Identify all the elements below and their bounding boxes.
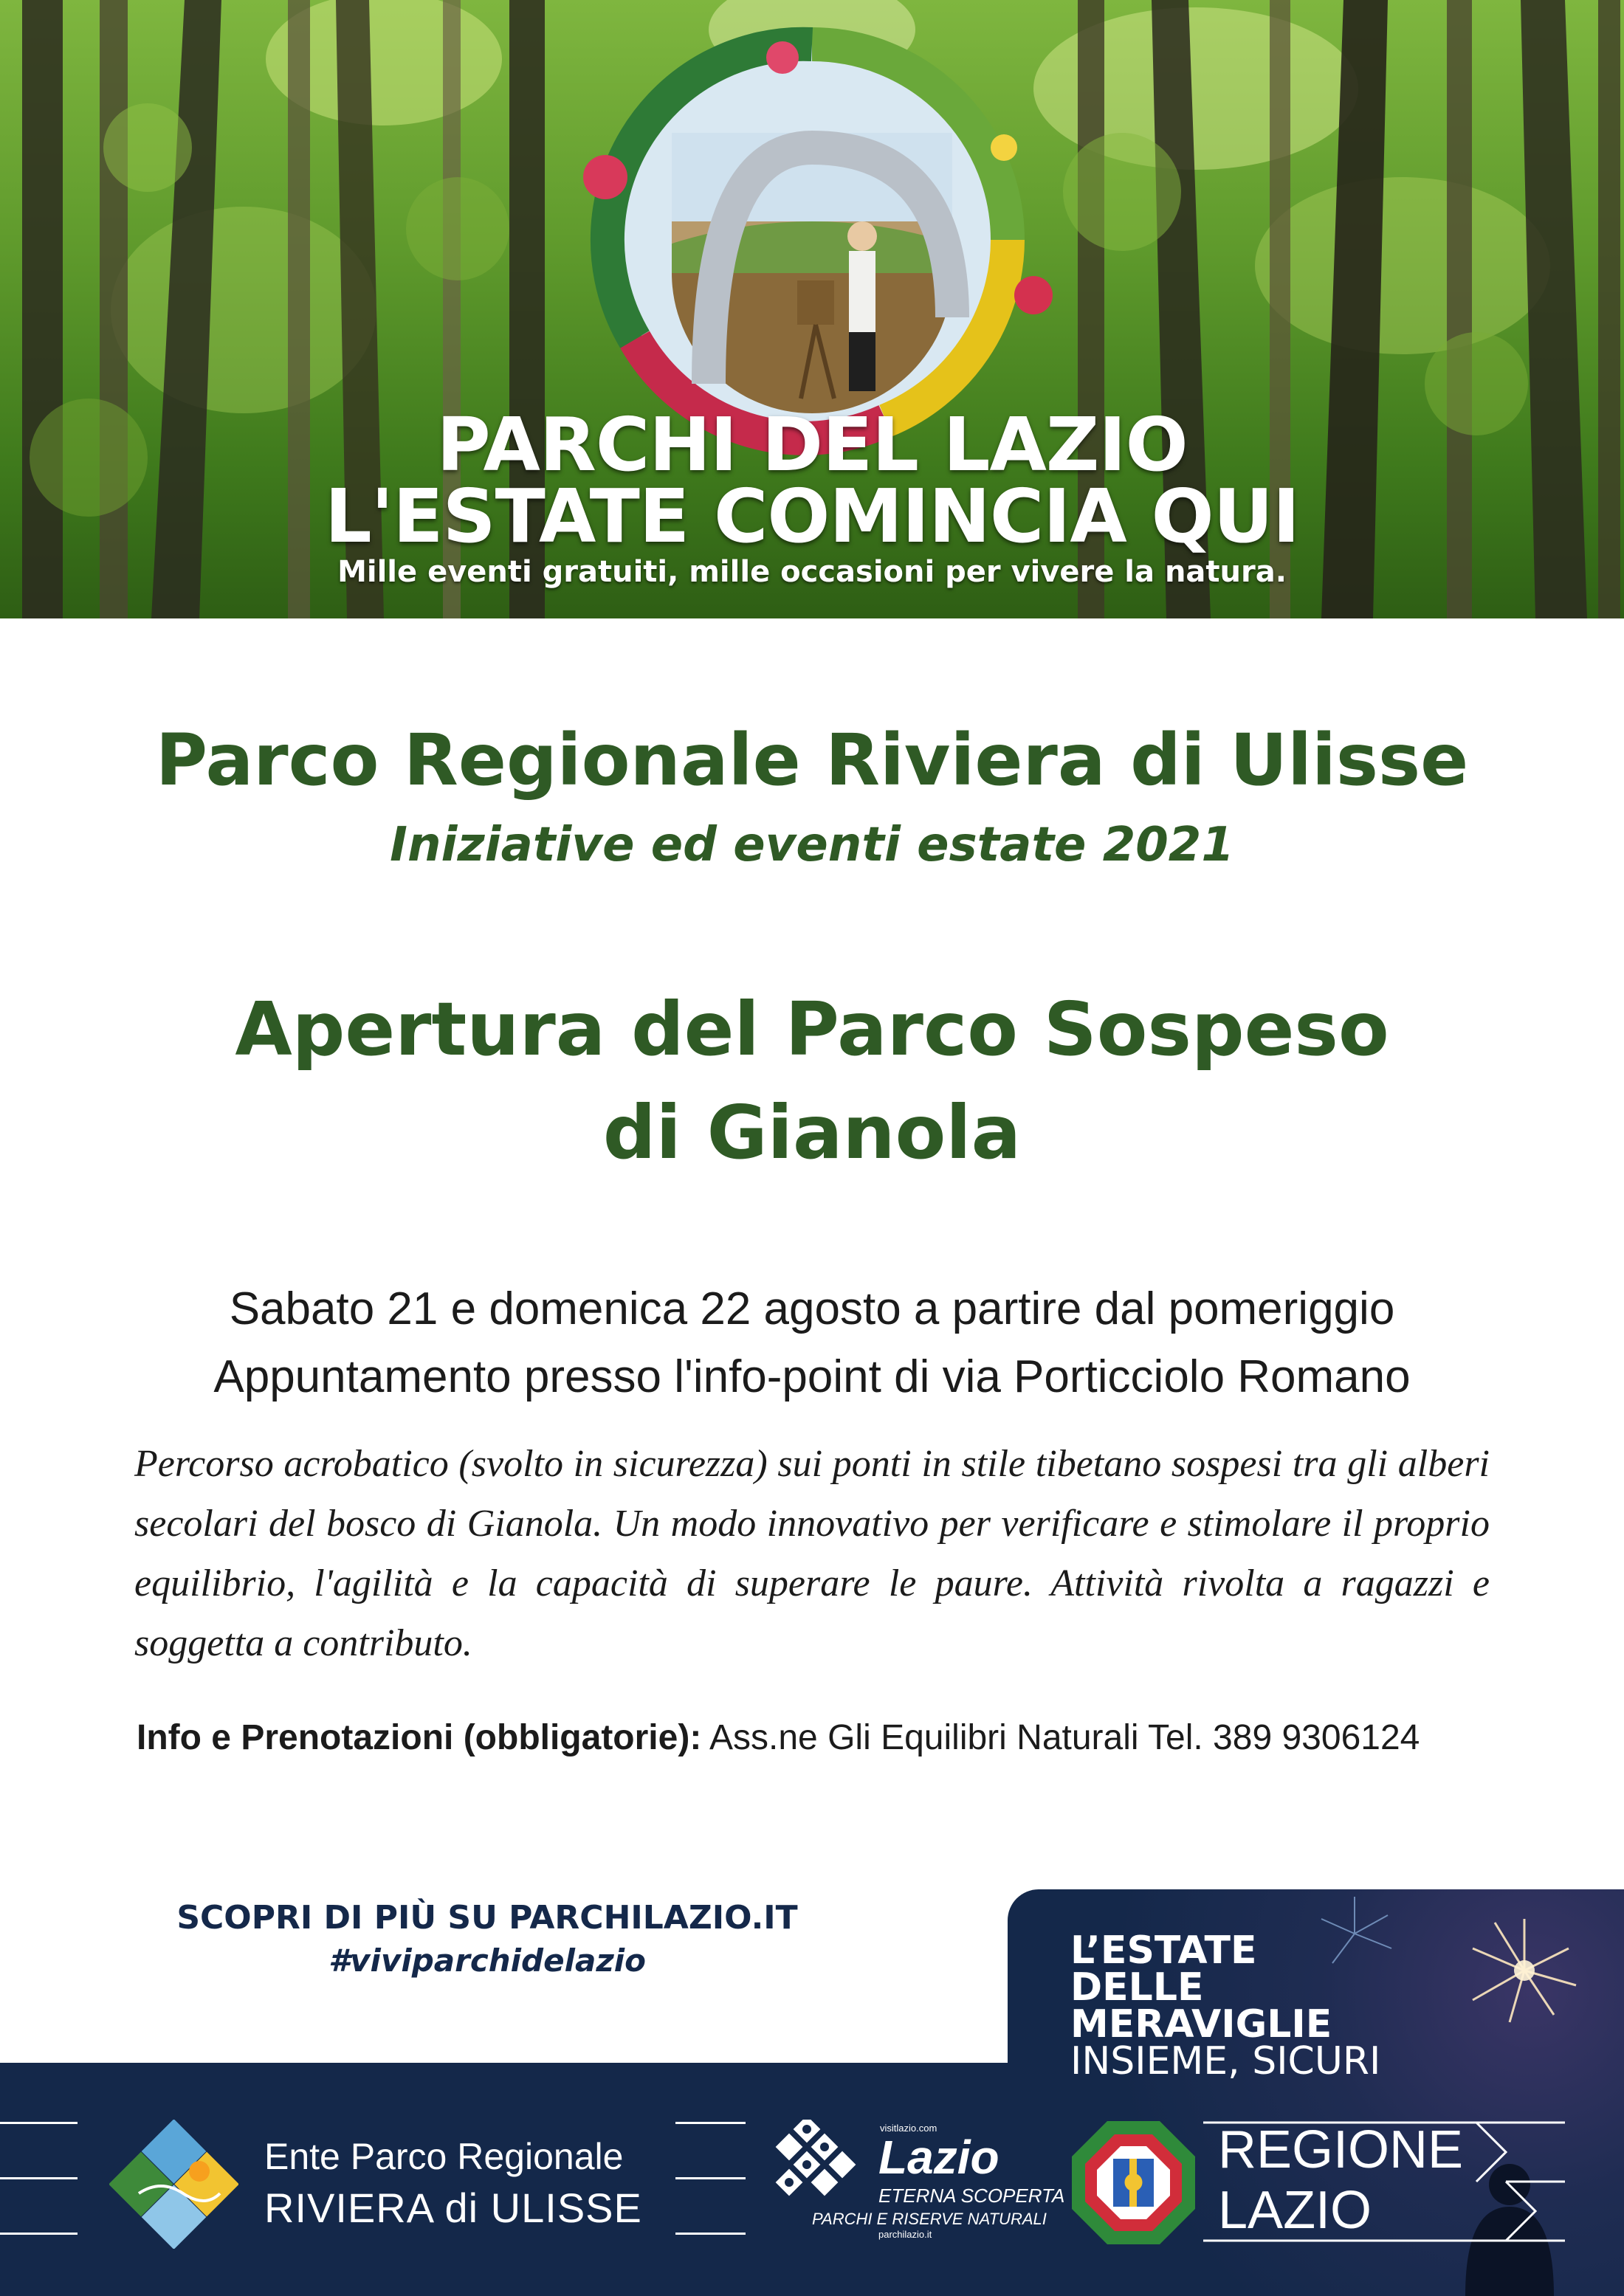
panel-line4: INSIEME, SICURI <box>1070 2039 1381 2083</box>
divider-line <box>0 2233 78 2235</box>
lazio-tagline: ETERNA SCOPERTA <box>878 2185 1065 2207</box>
event-description: Percorso acrobatico (svolto in sicurezza) sui ponti in stile tibetano sospesi tra gli alberi secolari del bosco di Gianola. Un modo innovativo per verificare e stimolare il proprio equilibrio, l'agilità e la capacità di superare le paure. Attività rivolta a ragazzi e soggetta a contributo. <box>134 1443 1490 1664</box>
divider-line <box>675 2233 746 2235</box>
panel-line3: MERAVIGLIE <box>1070 2002 1332 2047</box>
event-title-line1: Apertura del Parco Sospeso <box>235 986 1389 1072</box>
regione-line1: REGIONE <box>1218 2120 1464 2179</box>
ente-line1: Ente Parco Regionale <box>264 2136 624 2177</box>
ente-parco-logo-icon <box>109 2120 238 2249</box>
ente-parco-name <box>264 2131 642 2235</box>
booking-info-value: Ass.ne Gli Equilibri Naturali Tel. 389 9306124 <box>701 1718 1420 1757</box>
event-meeting-point: Appuntamento presso l'info-point di via Porticciolo Romano <box>213 1351 1411 1402</box>
hero-title-line2: L'ESTATE COMINCIA QUI <box>324 473 1300 559</box>
regione-line2: LAZIO <box>1218 2181 1372 2240</box>
hashtag: #viviparchidelazio <box>328 1942 647 1979</box>
event-date: Sabato 21 e domenica 22 agosto a partire dal pomeriggio <box>229 1283 1395 1334</box>
divider-line <box>0 2177 78 2179</box>
panel-line1: L’ESTATE <box>1070 1928 1257 1973</box>
lazio-eterna-scoperta-logo <box>768 2118 1065 2244</box>
regione-decorative-lines <box>1203 2118 1587 2247</box>
divider-line <box>0 2122 78 2124</box>
ente-line2: RIVIERA di ULISSE <box>264 2185 642 2231</box>
park-subtitle: Iniziative ed eventi estate 2021 <box>390 818 1234 872</box>
event-title-line2: di Gianola <box>602 1089 1022 1176</box>
panel-line2: DELLE <box>1070 1965 1204 2010</box>
regione-lazio-crest-icon <box>1069 2118 1198 2247</box>
booking-info-label: Info e Prenotazioni (obbligatorie): <box>137 1718 702 1757</box>
discover-more <box>133 1897 842 1982</box>
booking-info <box>137 1712 1491 1764</box>
divider-line <box>675 2177 746 2179</box>
medallion-ring <box>583 41 1053 438</box>
lazio-wordmark: Lazio <box>878 2131 999 2184</box>
lazio-url: parchilazio.it <box>878 2229 932 2240</box>
hero-subtitle: Mille eventi gratuiti, mille occasioni per vivere la natura. <box>337 555 1287 589</box>
hero-title-line1: PARCHI DEL LAZIO <box>436 401 1188 488</box>
lazio-mosaic-icon <box>768 2120 871 2208</box>
discover-link[interactable]: SCOPRI DI PIÙ SU PARCHILAZIO.IT <box>176 1899 798 1937</box>
event-schedule <box>0 1275 1624 1411</box>
park-name: Parco Regionale Riviera di Ulisse <box>155 719 1469 801</box>
hero-banner <box>0 0 1624 618</box>
event-title <box>0 978 1624 1185</box>
lazio-site: visitlazio.com <box>880 2123 937 2134</box>
divider-line <box>675 2122 746 2124</box>
lazio-parks: PARCHI E RISERVE NATURALI <box>812 2210 1047 2228</box>
panel-text <box>1070 1928 1381 2083</box>
